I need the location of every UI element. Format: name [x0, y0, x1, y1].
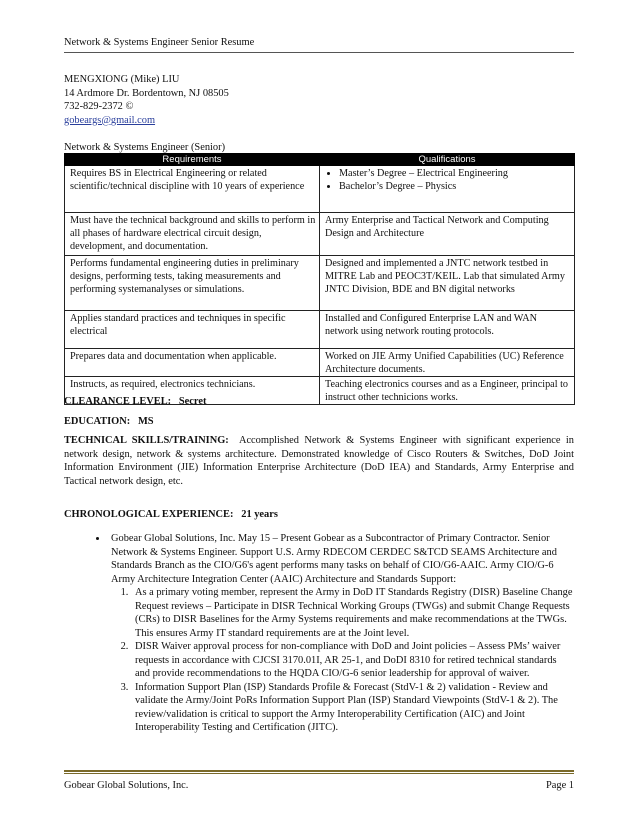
running-header: Network & Systems Engineer Senior Resume — [64, 37, 255, 48]
requirement-cell: Must have the technical background and skills to perform in all phases of hardware electrical circuit design, development, and documentation. — [65, 213, 320, 256]
qualification-item: • Bachelor’s Degree – Physics — [339, 180, 571, 193]
experience-item: 1. As a primary voting member, represent the Army in DoD IT Standards Registry (DISR) Baseline Change Request reviews – Participate in DISR Technical Working Groups (TWGs) and submit Change Requests (CRs) to DISR Baselines for the Army Systems requirements and make recommendations at the TWGs. This ensures Army IT standard requirements are at the Joint level. — [131, 586, 574, 640]
experience-label: CHRONOLOGICAL EXPERIENCE: — [64, 509, 234, 520]
experience-line — [64, 508, 574, 522]
header-requirements: Requirements — [65, 154, 320, 166]
requirement-cell: Prepares data and documentation when applicable. — [65, 349, 320, 377]
table-row — [65, 213, 575, 256]
education-line — [64, 415, 574, 429]
contact-block — [64, 73, 229, 127]
qualification-cell: Designed and implemented a JNTC network testbed in MITRE Lab and PEOC3T/KEIL. Lab that simulated Army JNTC Division, BDE and BN digital networks — [320, 256, 575, 311]
page-number: Page 1 — [546, 780, 574, 791]
footer-divider-thin — [64, 773, 574, 774]
education-label: EDUCATION: — [64, 416, 131, 427]
candidate-name: MENGXIONG (Mike) LIU — [64, 74, 180, 85]
experience-value: 21 years — [241, 509, 278, 520]
footer-company: Gobear Global Solutions, Inc. — [64, 780, 189, 791]
experience-entry — [108, 532, 574, 735]
requirement-cell: Instructs, as required, electronics technicians. — [65, 377, 320, 405]
experience-item: 2. DISR Waiver approval process for non-compliance with DoD and Joint policies – Assess PMs’ waiver requests in accordance with CJCSI 3170.01I, AR 25-1, and DoDI 8310 for retired technical standards and provide recommendations to the HQDA CIO/G-6 senior leadership for approval of waiver. — [131, 640, 574, 681]
email-link[interactable]: gobeargs@gmail.com — [64, 114, 156, 126]
requirement-cell: Performs fundamental engineering duties in preliminary designs, performing tests, taking measurements and performing systemanalyses or simulations. — [65, 256, 320, 311]
qualification-cell: Installed and Configured Enterprise LAN and WAN network using network routing protocols. — [320, 311, 575, 349]
header-divider — [64, 52, 574, 53]
experience-item: 3. Information Support Plan (ISP) Standards Profile & Forecast (StdV-1 & 2) validation - Review and validate the Army/Joint PoRs Information Support Plan (ISP) Standard Viewpoints (StdV-1 & 2). The review/validation is critical to support the Army Interoperability Certification (AIC) and Joint Interoperability Testing and Certification (JITC). — [131, 681, 574, 735]
clearance-label: CLEARANCE LEVEL: — [64, 396, 172, 407]
qualification-item: • Master’s Degree – Electrical Engineering — [339, 167, 571, 180]
table-title: Network & Systems Engineer (Senior) — [64, 142, 226, 153]
experience-entry-text: Gobear Global Solutions, Inc. May 15 – Present Gobear as a Subcontractor of Primary Contractor. Senior Network & Systems Engineer. Support U.S. Army RDECOM CERDEC S&TCD SEAMS Architecture and Standards Branch as the CIO/G6's agent performs many tasks on behalf of CIO/G6-AAIC. Army CIO/G-6 Army Architecture Integration Center (AAIC) Architecture and Standards Support: — [111, 533, 557, 585]
technical-text: Accomplished Network & Systems Engineer with significant experience in network design, network & systems architecture. Demonstrated knowledge of Cisco Routers & Switches, DoD Joint Information Environment (JIE) Information Enterprise Architecture (DoD IEA) and Standards, Army Enterprise and Tactical network design, etc. — [64, 435, 574, 487]
qualification-cell — [320, 166, 575, 213]
table-row — [65, 311, 575, 349]
technical-skills — [64, 434, 574, 488]
clearance-line — [64, 395, 574, 409]
qualification-cell: Army Enterprise and Tactical Network and Computing Design and Architecture — [320, 213, 575, 256]
table-row — [65, 256, 575, 311]
table-row — [65, 166, 575, 213]
experience-section — [64, 532, 574, 735]
requirement-cell: Requires BS in Electrical Engineering or related scientific/technical discipline with 10 years of experience — [65, 166, 320, 213]
qualification-cell: Teaching electronics courses and as a Engineer, principal to instruct other technicions works. — [320, 377, 575, 405]
table-row — [65, 349, 575, 377]
address: 14 Ardmore Dr. Bordentown, NJ 08505 — [64, 87, 229, 99]
clearance-value: Secret — [178, 396, 207, 407]
header-qualifications: Qualifications — [320, 154, 575, 166]
education-value: MS — [138, 416, 154, 427]
technical-label: TECHNICAL SKILLS/TRAINING: — [64, 435, 229, 446]
requirement-cell: Applies standard practices and techniques in specific electrical — [65, 311, 320, 349]
requirements-table — [64, 153, 575, 405]
footer-divider — [64, 770, 574, 772]
qualification-cell: Worked on JIE Army Unified Capabilities (UC) Reference Architecture documents. — [320, 349, 575, 377]
phone: 732-829-2372 © — [64, 101, 134, 112]
